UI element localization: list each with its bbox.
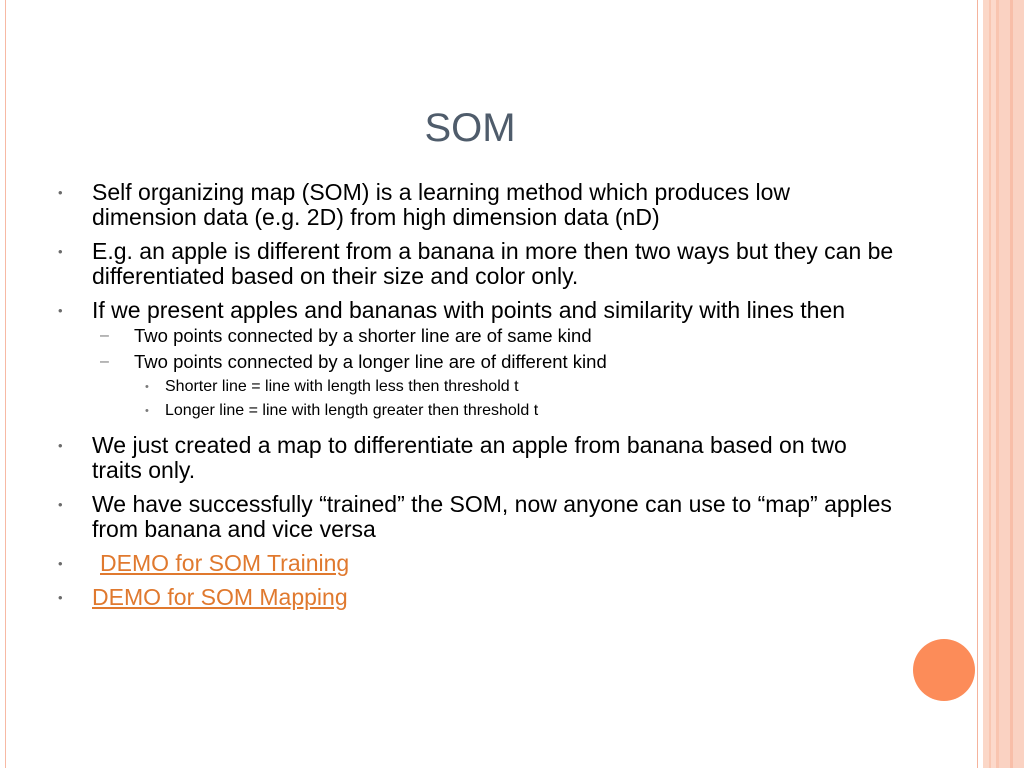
decorative-circle bbox=[913, 639, 975, 701]
list-item bbox=[58, 180, 898, 230]
slide-title: SOM bbox=[424, 106, 516, 150]
list-item bbox=[58, 298, 898, 323]
list-item bbox=[58, 433, 898, 483]
list-item bbox=[58, 239, 898, 289]
sub-sub-list-item-text: Shorter line = line with length less then threshold t bbox=[165, 378, 519, 395]
bullet-list bbox=[58, 180, 898, 619]
list-item-text: We have successfully “trained” the SOM, now anyone can use to “map” apples from banana and vice versa bbox=[92, 491, 892, 542]
bullet-icon: • bbox=[58, 497, 63, 512]
list-item-link bbox=[58, 585, 898, 610]
bullet-icon: • bbox=[58, 438, 63, 453]
bullet-icon: • bbox=[58, 590, 63, 605]
list-item-text: Self organizing map (SOM) is a learning method which produces low dimension data (e.g. 2D) from high dimension data (nD) bbox=[92, 179, 790, 230]
list-item-text: E.g. an apple is different from a banana in more then two ways but they can be differentiated based on their size and color only. bbox=[92, 238, 894, 289]
dash-icon: – bbox=[100, 327, 109, 344]
demo-som-training-link[interactable]: DEMO for SOM Training bbox=[100, 550, 350, 576]
bullet-icon: • bbox=[58, 303, 63, 318]
right-stripe bbox=[977, 0, 978, 768]
sub-sub-list-item-text: Longer line = line with length greater then threshold t bbox=[165, 402, 539, 419]
demo-som-mapping-link[interactable]: DEMO for SOM Mapping bbox=[92, 584, 348, 610]
sub-list-item-text: Two points connected by a shorter line are of same kind bbox=[134, 325, 592, 346]
list-item bbox=[58, 492, 898, 542]
bullet-icon: • bbox=[145, 381, 149, 393]
list-item-link bbox=[58, 551, 898, 576]
list-item-text: We just created a map to differentiate an apple from banana based on two traits only. bbox=[92, 432, 847, 483]
sub-list-item bbox=[58, 351, 898, 373]
bullet-icon: • bbox=[58, 556, 63, 571]
sub-sub-list-item bbox=[58, 377, 898, 397]
sub-sub-list-item bbox=[58, 401, 898, 421]
list-item-text: If we present apples and bananas with points and similarity with lines then bbox=[92, 297, 846, 323]
right-stripe bbox=[1010, 0, 1013, 768]
sub-list-item bbox=[58, 325, 898, 347]
bullet-icon: • bbox=[145, 405, 149, 417]
dash-icon: – bbox=[100, 353, 109, 370]
sub-list-item-text: Two points connected by a longer line are of different kind bbox=[134, 351, 607, 372]
bullet-icon: • bbox=[58, 185, 63, 200]
bullet-icon: • bbox=[58, 244, 63, 259]
